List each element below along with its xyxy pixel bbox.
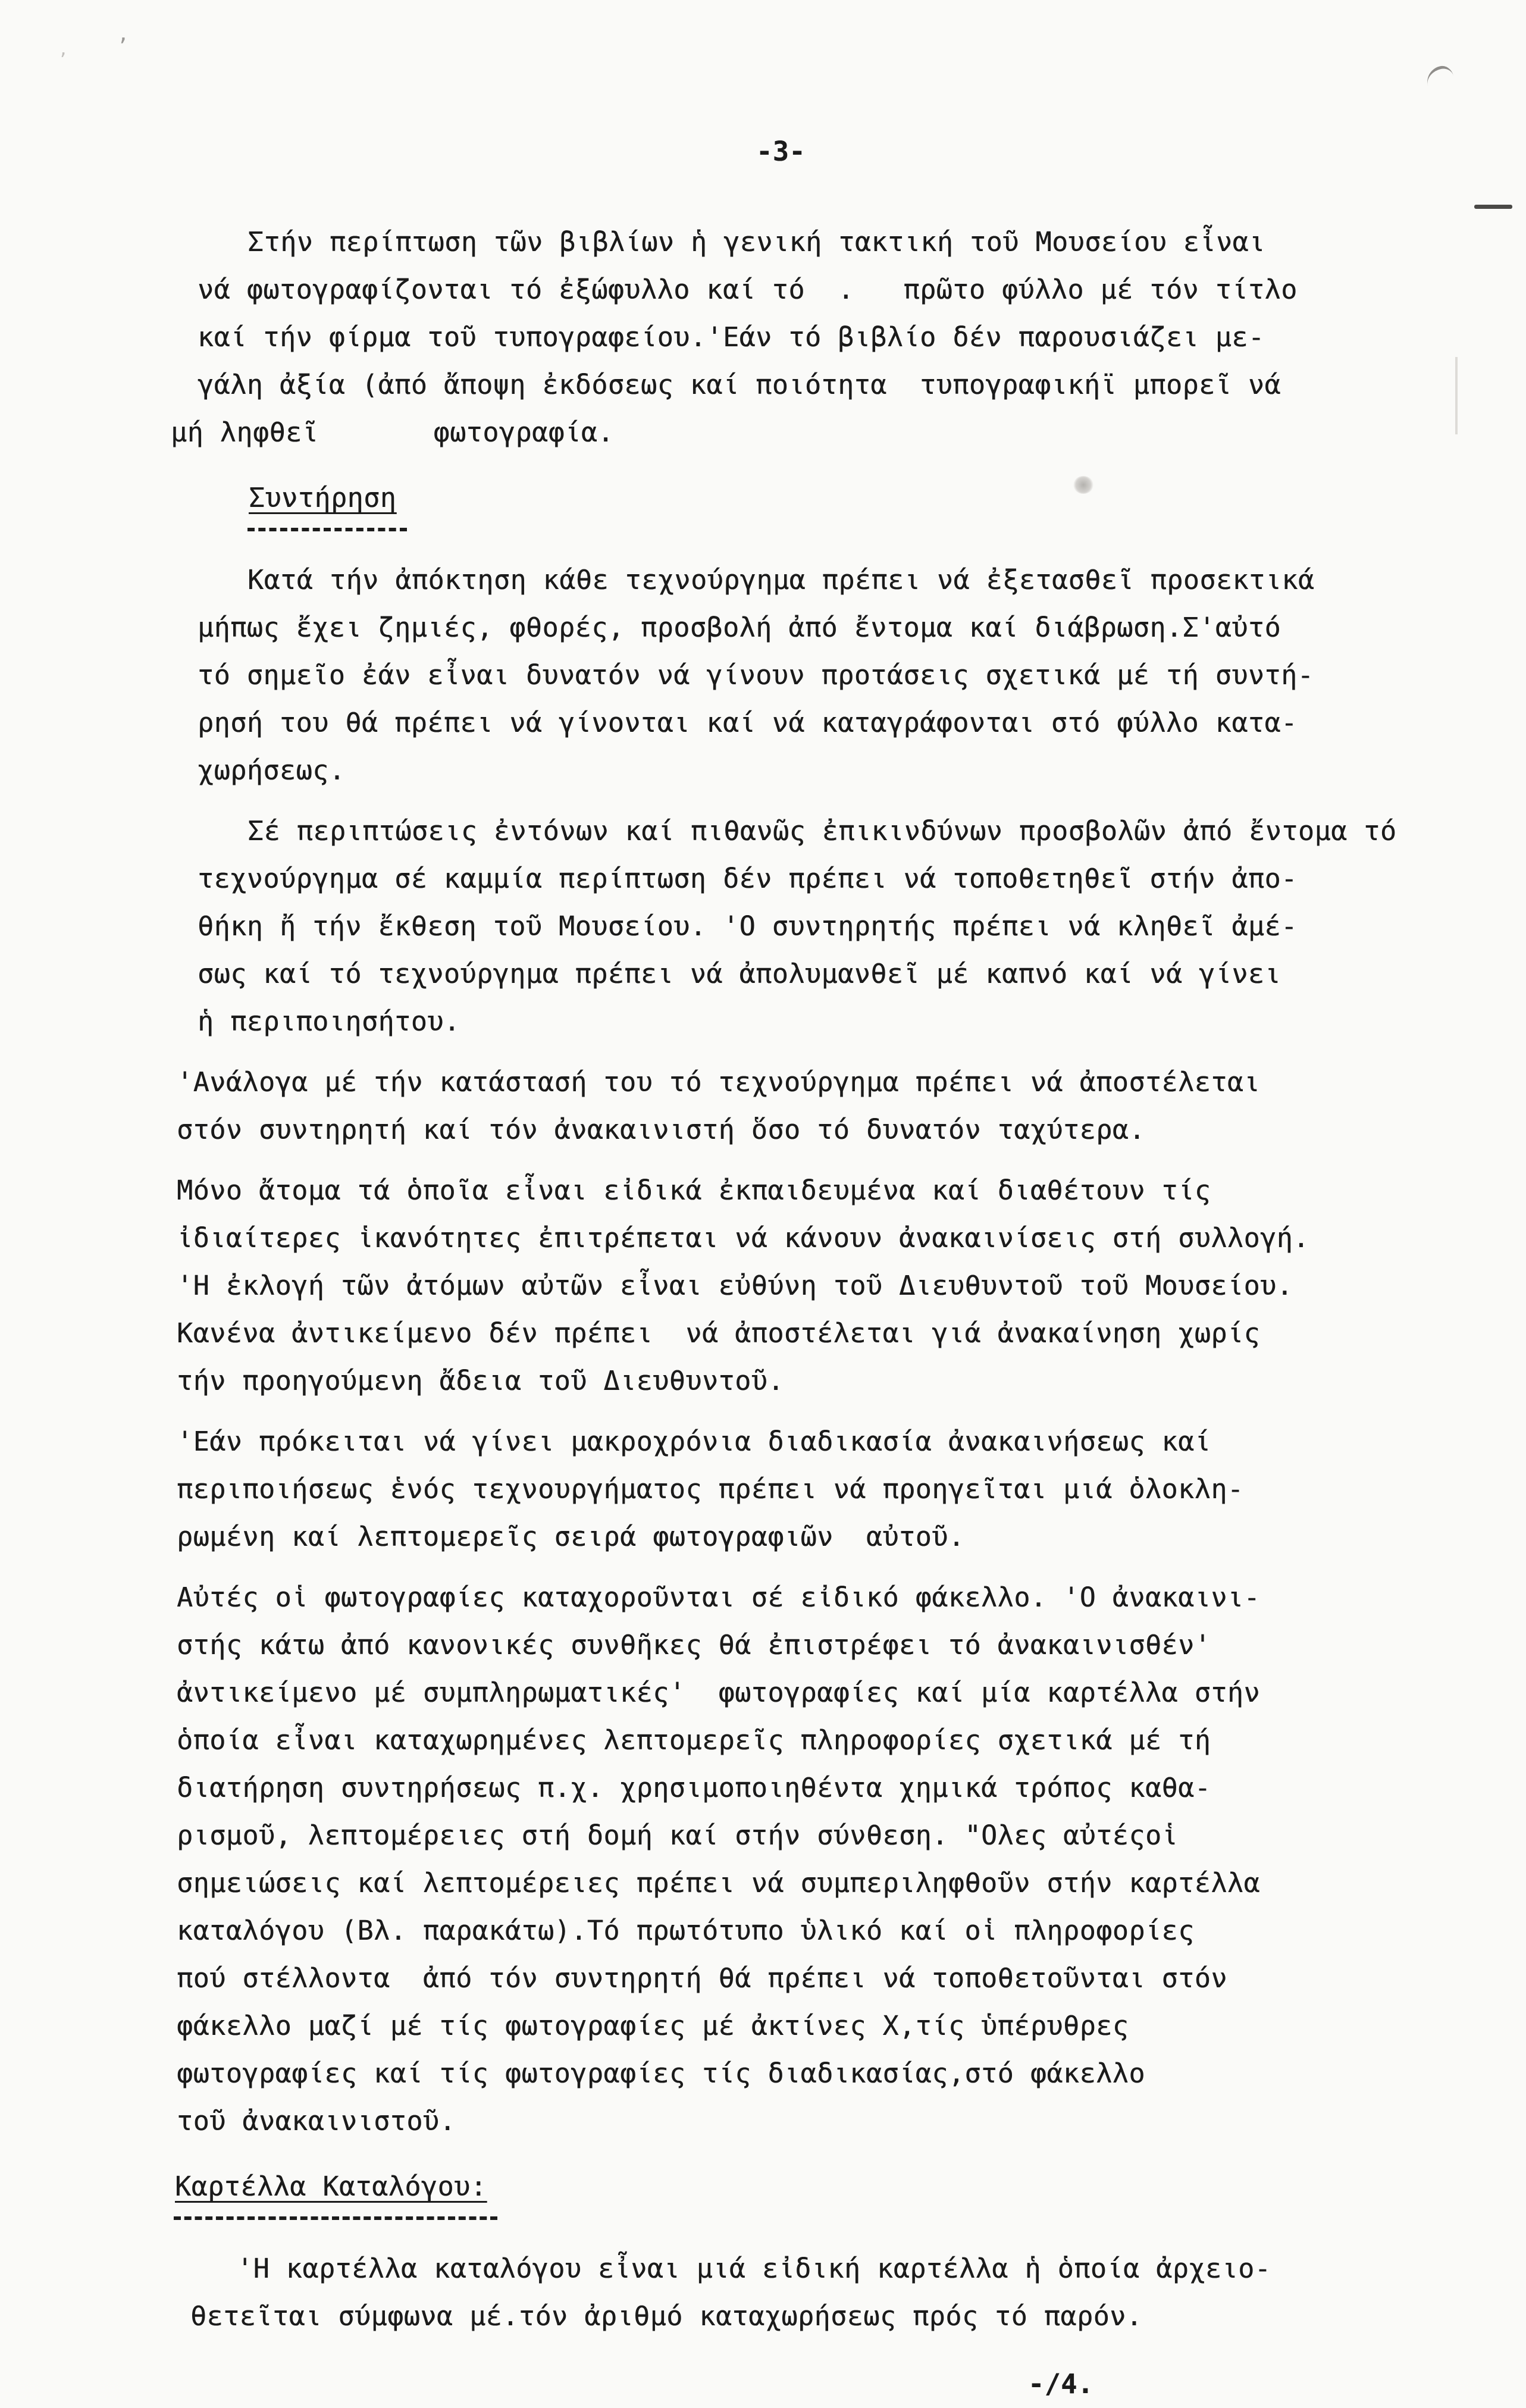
scan-speck: ’ xyxy=(117,35,129,58)
text-line: μήπως ἔχει ζημιές, φθορές, προσβολή ἀπό ἔντομα καί διάβρωση.Σ'αὐτό xyxy=(198,612,1281,643)
text-line: Σέ περιπτώσεις ἐντόνων καί πιθανῶς ἐπικινδύνων προσβολῶν ἀπό ἔντομα τό xyxy=(247,815,1397,847)
text-line: ρισμοῦ, λεπτομέρειες στή δομή καί στήν σύνθεση. "Ολες αὐτέςοἱ xyxy=(177,1820,1179,1851)
paragraph xyxy=(0,2245,1526,2340)
text-line: χωρήσεως. xyxy=(198,754,346,786)
text-line: 'Η καρτέλλα καταλόγου εἶναι μιά εἰδική καρτέλλα ἡ ὁποία ἀρχειο- xyxy=(237,2253,1271,2284)
text-line: θήκη ἤ τήν ἔκθεση τοῦ Μουσείου. 'Ο συντηρητής πρέπει νά κληθεῖ ἀμέ- xyxy=(198,910,1298,942)
text-line: τό σημεῖο ἐάν εἶναι δυνατόν νά γίνουν προτάσεις σχετικά μέ τή συντή- xyxy=(198,659,1314,691)
scan-smudge xyxy=(1073,476,1093,494)
text-line: τήν προηγούμενη ἄδεια τοῦ Διευθυντοῦ. xyxy=(177,1365,784,1396)
paragraph xyxy=(0,556,1526,794)
text-line: διατήρηση συντηρήσεως π.χ. χρησιμοποιηθέντα χημικά τρόπος καθα- xyxy=(177,1772,1211,1803)
text-line: τεχνούργημα σέ καμμία περίπτωση δέν πρέπει νά τοποθετηθεῖ στήν ἀπο- xyxy=(198,863,1298,894)
scan-curl-mark xyxy=(1424,64,1454,86)
text-line: 'Εάν πρόκειται νά γίνει μακροχρόνια διαδικασία ἀνακαινήσεως καί xyxy=(177,1426,1211,1457)
paragraph xyxy=(0,1059,1526,1154)
text-line: ἰδιαίτερες ἱκανότητες ἐπιτρέπεται νά κάνουν ἀνακαινίσεις στή συλλογή. xyxy=(177,1222,1309,1254)
text-line: Μόνο ἄτομα τά ὁποῖα εἶναι εἰδικά ἐκπαιδευμένα καί διαθέτουν τίς xyxy=(177,1175,1211,1206)
text-line: πού στέλλοντα ἀπό τόν συντηρητή θά πρέπει νά τοποθετοῦνται στόν xyxy=(177,1962,1227,1994)
text-line: μή ληφθεῖ φωτογραφία. xyxy=(171,417,614,448)
paragraph xyxy=(0,1574,1526,2145)
text-line: σημειώσεις καί λεπτομέρειες πρέπει νά συμπεριληφθοῦν στήν καρτέλλα xyxy=(177,1867,1261,1899)
text-line: ρησή του θά πρέπει νά γίνονται καί νά καταγράφονται στό φύλλο κατα- xyxy=(198,707,1298,738)
text-line: τοῦ ἀνακαινιστοῦ. xyxy=(177,2105,456,2137)
section-heading-row xyxy=(174,2163,1526,2220)
text-line: 'Ανάλογα μέ τήν κατάστασή του τό τεχνούργημα πρέπει νά ἀποστέλεται xyxy=(177,1066,1261,1098)
text-line: Κατά τήν ἀπόκτηση κάθε τεχνούργημα πρέπει νά ἐξετασθεῖ προσεκτικά xyxy=(247,564,1315,596)
text-line: ὁποία εἶναι καταχωρημένες λεπτομερεῖς πληροφορίες σχετικά μέ τή xyxy=(177,1724,1211,1756)
paragraph xyxy=(0,1167,1526,1405)
text-line: καί τήν φίρμα τοῦ τυπογραφείου.'Εάν τό βιβλίο δέν παρουσιάζει με- xyxy=(198,321,1265,353)
paragraph xyxy=(0,218,1526,456)
text-line: καταλόγου (Βλ. παρακάτω).Τό πρωτότυπο ὑλικό καί οἱ πληροφορίες xyxy=(177,1915,1195,1946)
text-line: στόν συντηρητή καί τόν ἀνακαινιστή ὅσο τό δυνατόν ταχύτερα. xyxy=(177,1114,1145,1145)
text-line: γάλη ἀξία (ἀπό ἄποψη ἐκδόσεως καί ποιότητα τυπογραφικήϊ μπορεῖ νά xyxy=(198,369,1281,400)
text-line: ρωμένη καί λεπτομερεῖς σειρά φωτογραφιῶν αὐτοῦ. xyxy=(177,1521,965,1552)
text-line: θετεῖται σύμφωνα μέ.τόν ἀριθμό καταχωρήσεως πρός τό παρόν. xyxy=(190,2300,1143,2332)
section-heading-row xyxy=(247,474,1526,531)
document-body xyxy=(0,218,1526,2340)
text-line: ἀντικείμενο μέ συμπληρωματικές' φωτογραφίες καί μία καρτέλλα στήν xyxy=(177,1677,1261,1708)
section-heading: Συντήρηση xyxy=(247,474,407,531)
page-number: -3- xyxy=(756,136,806,167)
paragraph xyxy=(0,1418,1526,1561)
text-line: 'Η ἐκλογή τῶν ἀτόμων αὐτῶν εἶναι εὐθύνη τοῦ Διευθυντοῦ τοῦ Μουσείου. xyxy=(177,1270,1293,1301)
scan-streak xyxy=(1455,357,1458,434)
text-line: φωτογραφίες καί τίς φωτογραφίες τίς διαδικασίας,στό φάκελλο xyxy=(177,2058,1145,2089)
text-line: Κανένα ἀντικείμενο δέν πρέπει νά ἀποστέλεται γιά ἀνακαίνηση χωρίς xyxy=(177,1317,1261,1349)
scan-speck: ‚ xyxy=(58,39,68,59)
text-line: στής κάτω ἀπό κανονικές συνθῆκες θά ἐπιστρέφει τό ἀνακαινισθέν' xyxy=(177,1629,1211,1661)
text-line: Αὐτές οἱ φωτογραφίες καταχοροῦνται σέ εἰδικό φάκελλο. 'Ο ἀνακαινι- xyxy=(177,1582,1261,1613)
scan-edge-mark xyxy=(1474,205,1512,209)
text-line: περιποιήσεως ἑνός τεχνουργήματος πρέπει νά προηγεῖται μιά ὁλοκλη- xyxy=(177,1473,1244,1505)
paragraph xyxy=(0,807,1526,1045)
text-line: σως καί τό τεχνούργημα πρέπει νά ἀπολυμανθεῖ μέ καπνό καί νά γίνει xyxy=(198,958,1281,989)
section-heading: Καρτέλλα Καταλόγου: xyxy=(174,2163,497,2220)
next-page-marker: -/4. xyxy=(1028,2368,1094,2400)
text-line: νά φωτογραφίζονται τό ἐξώφυλλο καί τό . πρῶτο φύλλο μέ τόν τίτλο xyxy=(198,274,1298,305)
text-line: ἡ περιποιησήτου. xyxy=(198,1006,460,1037)
text-line: φάκελλο μαζί μέ τίς φωτογραφίες μέ ἀκτίνες Χ,τίς ὑπέρυθρες xyxy=(177,2010,1129,2041)
text-line: Στήν περίπτωση τῶν βιβλίων ἡ γενική τακτική τοῦ Μουσείου εἶναι xyxy=(247,226,1265,258)
